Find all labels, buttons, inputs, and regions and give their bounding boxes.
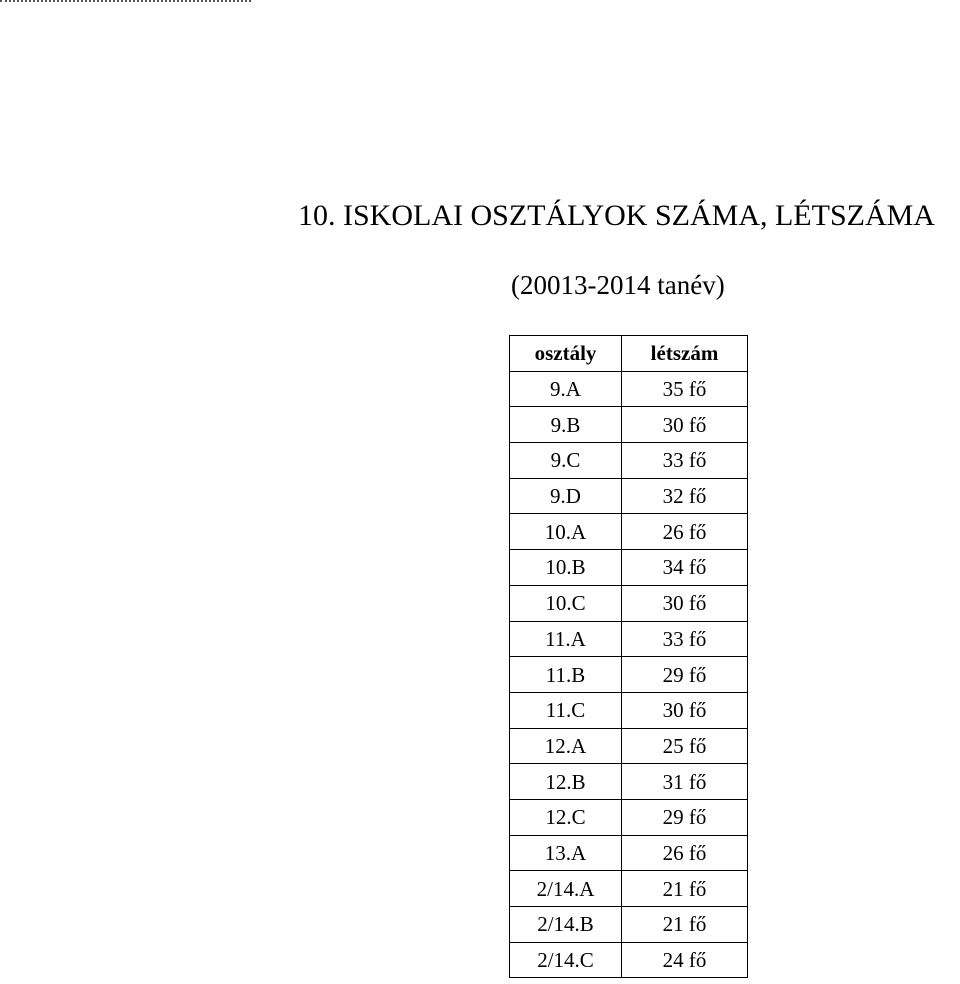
table-row — [510, 550, 748, 586]
headcount-cell: 24 fő — [622, 942, 748, 978]
class-cell: 9.A — [510, 371, 622, 407]
table-row — [510, 657, 748, 693]
table-row — [510, 443, 748, 479]
class-cell: 10.A — [510, 514, 622, 550]
table-row — [510, 871, 748, 907]
table-row — [510, 371, 748, 407]
table-row — [510, 764, 748, 800]
headcount-cell: 21 fő — [622, 871, 748, 907]
table-row — [510, 835, 748, 871]
headcount-cell: 35 fő — [622, 371, 748, 407]
class-cell: 11.A — [510, 621, 622, 657]
class-cell: 2/14.B — [510, 907, 622, 943]
top-dotted-rule — [0, 0, 251, 2]
headcount-cell: 21 fő — [622, 907, 748, 943]
class-cell: 2/14.C — [510, 942, 622, 978]
table-row — [510, 585, 748, 621]
class-cell: 12.A — [510, 728, 622, 764]
headcount-cell: 34 fő — [622, 550, 748, 586]
table-row — [510, 692, 748, 728]
table-row — [510, 514, 748, 550]
table-row — [510, 407, 748, 443]
class-headcount-table — [509, 335, 748, 978]
headcount-cell: 29 fő — [622, 799, 748, 835]
class-cell: 12.B — [510, 764, 622, 800]
headcount-cell: 33 fő — [622, 621, 748, 657]
class-cell: 12.C — [510, 799, 622, 835]
class-cell: 10.B — [510, 550, 622, 586]
document-title: 10. ISKOLAI OSZTÁLYOK SZÁMA, LÉTSZÁMA — [298, 199, 935, 232]
headcount-cell: 30 fő — [622, 692, 748, 728]
class-cell: 13.A — [510, 835, 622, 871]
class-cell: 2/14.A — [510, 871, 622, 907]
headcount-cell: 30 fő — [622, 407, 748, 443]
headcount-cell: 30 fő — [622, 585, 748, 621]
document-subtitle: (20013-2014 tanév) — [511, 270, 725, 300]
headcount-cell: 26 fő — [622, 514, 748, 550]
table-row — [510, 799, 748, 835]
headcount-cell: 33 fő — [622, 443, 748, 479]
table-header-row — [510, 336, 748, 372]
class-cell: 9.C — [510, 443, 622, 479]
headcount-cell: 29 fő — [622, 657, 748, 693]
headcount-cell: 31 fő — [622, 764, 748, 800]
class-cell: 11.C — [510, 692, 622, 728]
headcount-cell: 26 fő — [622, 835, 748, 871]
class-cell: 9.B — [510, 407, 622, 443]
column-header-class: osztály — [510, 336, 622, 372]
headcount-cell: 32 fő — [622, 478, 748, 514]
class-cell: 11.B — [510, 657, 622, 693]
table-row — [510, 478, 748, 514]
class-cell: 10.C — [510, 585, 622, 621]
table-row — [510, 907, 748, 943]
class-cell: 9.D — [510, 478, 622, 514]
table-row — [510, 728, 748, 764]
table-row — [510, 621, 748, 657]
table-row — [510, 942, 748, 978]
headcount-cell: 25 fő — [622, 728, 748, 764]
column-header-headcount: létszám — [622, 336, 748, 372]
